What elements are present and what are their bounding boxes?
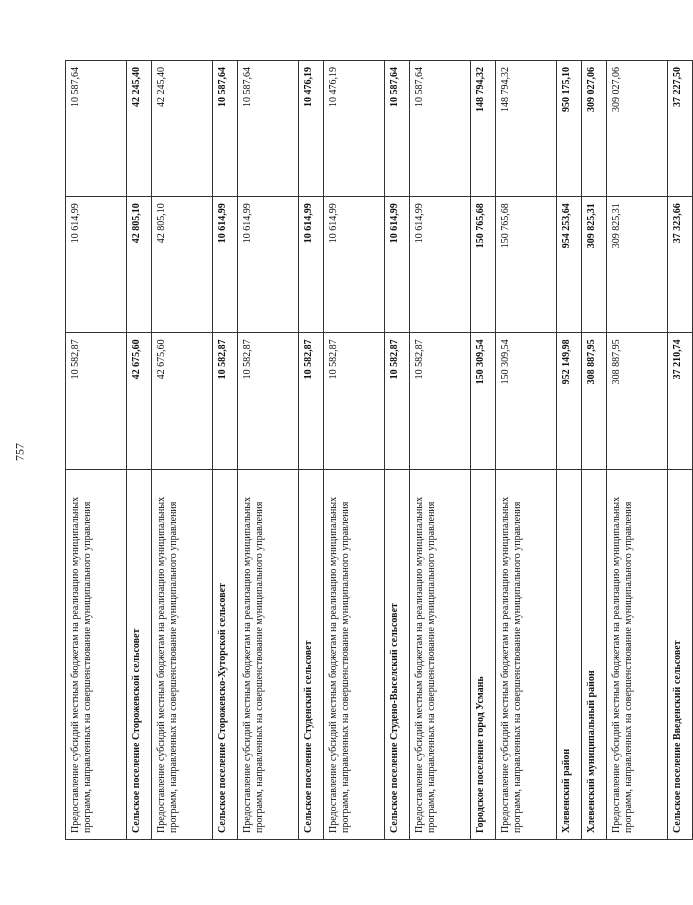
table-row — [324, 61, 385, 840]
row-value-2-cell: 42 805,10 — [152, 197, 213, 333]
row-name-cell: Предоставление субсидий местным бюджетам на реализацию муниципальных программ, направленных на совершенствование муниципального управления — [607, 469, 668, 839]
row-value-1-cell: 10 582,87 — [324, 333, 385, 469]
row-value-3-cell: 10 587,64 — [238, 61, 299, 197]
row-value-1-cell: 10 582,87 — [213, 333, 238, 469]
row-name-cell: Предоставление субсидий местным бюджетам на реализацию муниципальных программ, направленных на совершенствование муниципального управления — [66, 469, 127, 839]
row-name-cell: Сельское поселение Студенский сельсовет — [299, 469, 324, 839]
row-value-1-cell: 10 582,87 — [66, 333, 127, 469]
row-value-1-cell: 10 582,87 — [238, 333, 299, 469]
row-name-cell: Предоставление субсидий местным бюджетам на реализацию муниципальных программ, направленных на совершенствование муниципального управления — [496, 469, 557, 839]
row-name-cell: Сельское поселение Сторожевско-Хуторской сельсовет — [213, 469, 238, 839]
row-value-3-cell: 148 794,32 — [496, 61, 557, 197]
table-row — [668, 61, 693, 840]
table-row — [127, 61, 152, 840]
row-value-1-cell: 308 887,95 — [582, 333, 607, 469]
page-number: 757 — [12, 443, 27, 461]
row-value-2-cell: 10 614,99 — [238, 197, 299, 333]
row-name-cell: Предоставление субсидий местным бюджетам на реализацию муниципальных программ, направленных на совершенствование муниципального управления — [410, 469, 471, 839]
row-value-2-cell: 10 614,99 — [385, 197, 410, 333]
row-name-cell: Хлевенский район — [557, 469, 582, 839]
row-value-2-cell: 309 825,31 — [607, 197, 668, 333]
table-row — [238, 61, 299, 840]
row-value-3-cell: 10 587,64 — [385, 61, 410, 197]
row-value-1-cell: 10 582,87 — [410, 333, 471, 469]
row-value-3-cell: 37 227,50 — [668, 61, 693, 197]
row-name-cell: Городское поселение город Усмань — [471, 469, 496, 839]
budget-table-body — [66, 61, 693, 840]
row-value-2-cell: 10 614,99 — [324, 197, 385, 333]
table-row — [557, 61, 582, 840]
row-value-2-cell: 37 323,66 — [668, 197, 693, 333]
row-value-2-cell: 42 805,10 — [127, 197, 152, 333]
row-value-1-cell: 308 887,95 — [607, 333, 668, 469]
row-name-cell: Сельское поселение Введенский сельсовет — [668, 469, 693, 839]
row-value-3-cell: 950 175,10 — [557, 61, 582, 197]
row-value-3-cell: 148 794,32 — [471, 61, 496, 197]
table-row — [471, 61, 496, 840]
table-row — [385, 61, 410, 840]
row-value-1-cell: 37 210,74 — [668, 333, 693, 469]
table-row — [152, 61, 213, 840]
row-value-1-cell: 42 675,60 — [127, 333, 152, 469]
row-name-cell: Предоставление субсидий местным бюджетам на реализацию муниципальных программ, направленных на совершенствование муниципального управления — [152, 469, 213, 839]
row-name-cell: Хлевенский муниципальный район — [582, 469, 607, 839]
row-value-2-cell: 10 614,99 — [299, 197, 324, 333]
row-value-3-cell: 10 587,64 — [410, 61, 471, 197]
row-value-1-cell: 952 149,98 — [557, 333, 582, 469]
row-value-3-cell: 309 027,06 — [607, 61, 668, 197]
row-value-3-cell: 10 587,64 — [213, 61, 238, 197]
table-row — [410, 61, 471, 840]
row-name-cell: Предоставление субсидий местным бюджетам на реализацию муниципальных программ, направленных на совершенствование муниципального управления — [324, 469, 385, 839]
row-value-1-cell: 150 309,54 — [496, 333, 557, 469]
row-value-1-cell: 42 675,60 — [152, 333, 213, 469]
table-row — [299, 61, 324, 840]
row-name-cell: Предоставление субсидий местным бюджетам на реализацию муниципальных программ, направленных на совершенствование муниципального управления — [238, 469, 299, 839]
row-value-2-cell: 150 765,68 — [471, 197, 496, 333]
row-value-3-cell: 309 027,06 — [582, 61, 607, 197]
row-value-1-cell: 10 582,87 — [385, 333, 410, 469]
row-value-3-cell: 42 245,40 — [127, 61, 152, 197]
row-value-1-cell: 10 582,87 — [299, 333, 324, 469]
row-value-3-cell: 10 587,64 — [66, 61, 127, 197]
row-value-3-cell: 42 245,40 — [152, 61, 213, 197]
row-value-3-cell: 10 476,19 — [324, 61, 385, 197]
row-value-2-cell: 954 253,64 — [557, 197, 582, 333]
table-row — [582, 61, 607, 840]
budget-table-container — [65, 60, 683, 840]
row-value-2-cell: 10 614,99 — [66, 197, 127, 333]
row-value-1-cell: 150 309,54 — [471, 333, 496, 469]
row-value-2-cell: 309 825,31 — [582, 197, 607, 333]
row-name-cell: Сельское поселение Студено-Выселский сельсовет — [385, 469, 410, 839]
table-row — [607, 61, 668, 840]
table-row — [213, 61, 238, 840]
row-value-2-cell: 10 614,99 — [213, 197, 238, 333]
row-value-2-cell: 150 765,68 — [496, 197, 557, 333]
table-row — [66, 61, 127, 840]
budget-table — [65, 60, 693, 840]
row-name-cell: Сельское поселение Сторожевской сельсовет — [127, 469, 152, 839]
row-value-2-cell: 10 614,99 — [410, 197, 471, 333]
table-row — [496, 61, 557, 840]
row-value-3-cell: 10 476,19 — [299, 61, 324, 197]
